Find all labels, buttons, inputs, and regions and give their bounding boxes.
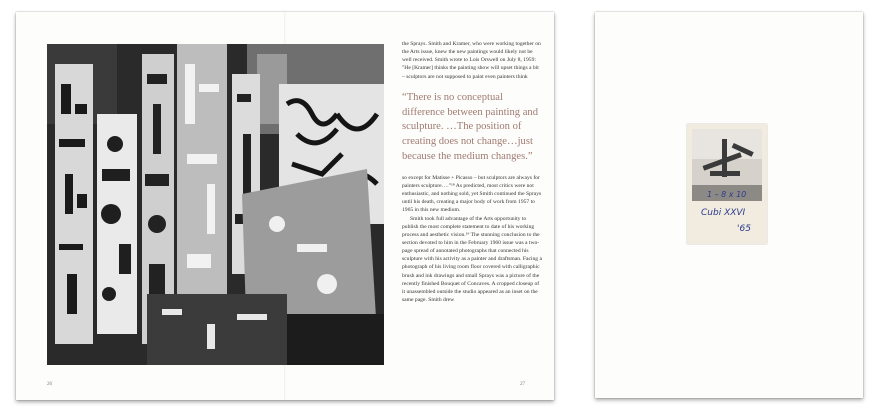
- body-text-bottom: Smith took full advantage of the Arts opportunity to publish the most complete statement to date of his working process and aesthetic vision.¹⁹ The stunning conclusion to the section devoted to him in the February 1960 issue was a two-page spread of annotated photographs that connected his sculpture with his activity as a painter and draftsman. Facing a photograph of his living room floor covered with calligraphic brush and ink drawings and small Sprays was a picture of the recently finished Bouquet of Concaves. A cropped closeup of it unassembled outside the studio appeared as an inset on the same page. Smith drew: [402, 215, 542, 304]
- pull-quote: “There is no conceptual difference between painting and sculpture. …The position of creating does not change…just because the medium changes.”: [402, 91, 538, 162]
- page-number-right: 27: [520, 382, 525, 387]
- snapshot-year: '65: [737, 224, 751, 234]
- body-text-middle: so except for Matisse + Picasso – but sculptors are always for painters sculpture….”¹⁸ As predicted, most critics were not enthusiastic, and nothing sold, yet Smith continued the Sprays until his death, creating a major body of work from 1957 to 1965 in this new medium.: [402, 174, 542, 214]
- article-text-column: [402, 40, 542, 304]
- studio-photograph: [47, 44, 384, 365]
- book-spread: [16, 12, 554, 400]
- snapshot-inscription: Cubi XXVI: [701, 208, 746, 218]
- body-text-top: the Sprays. Smith and Kramer, who were working together on the Arts issue, knew the new paintings would likely not be well received. Smith wrote to Lois Orswell on July 8, 1959: "He [Kramer] thinks the painting show will upset things a bit – sculptors are not supposed to paint even painters think: [402, 41, 541, 80]
- page-number-left: 26: [47, 382, 52, 387]
- snapshot-label-number: 1 – 8 x 10: [707, 190, 747, 199]
- snapshot-photo: [687, 124, 767, 244]
- right-page: [595, 12, 863, 398]
